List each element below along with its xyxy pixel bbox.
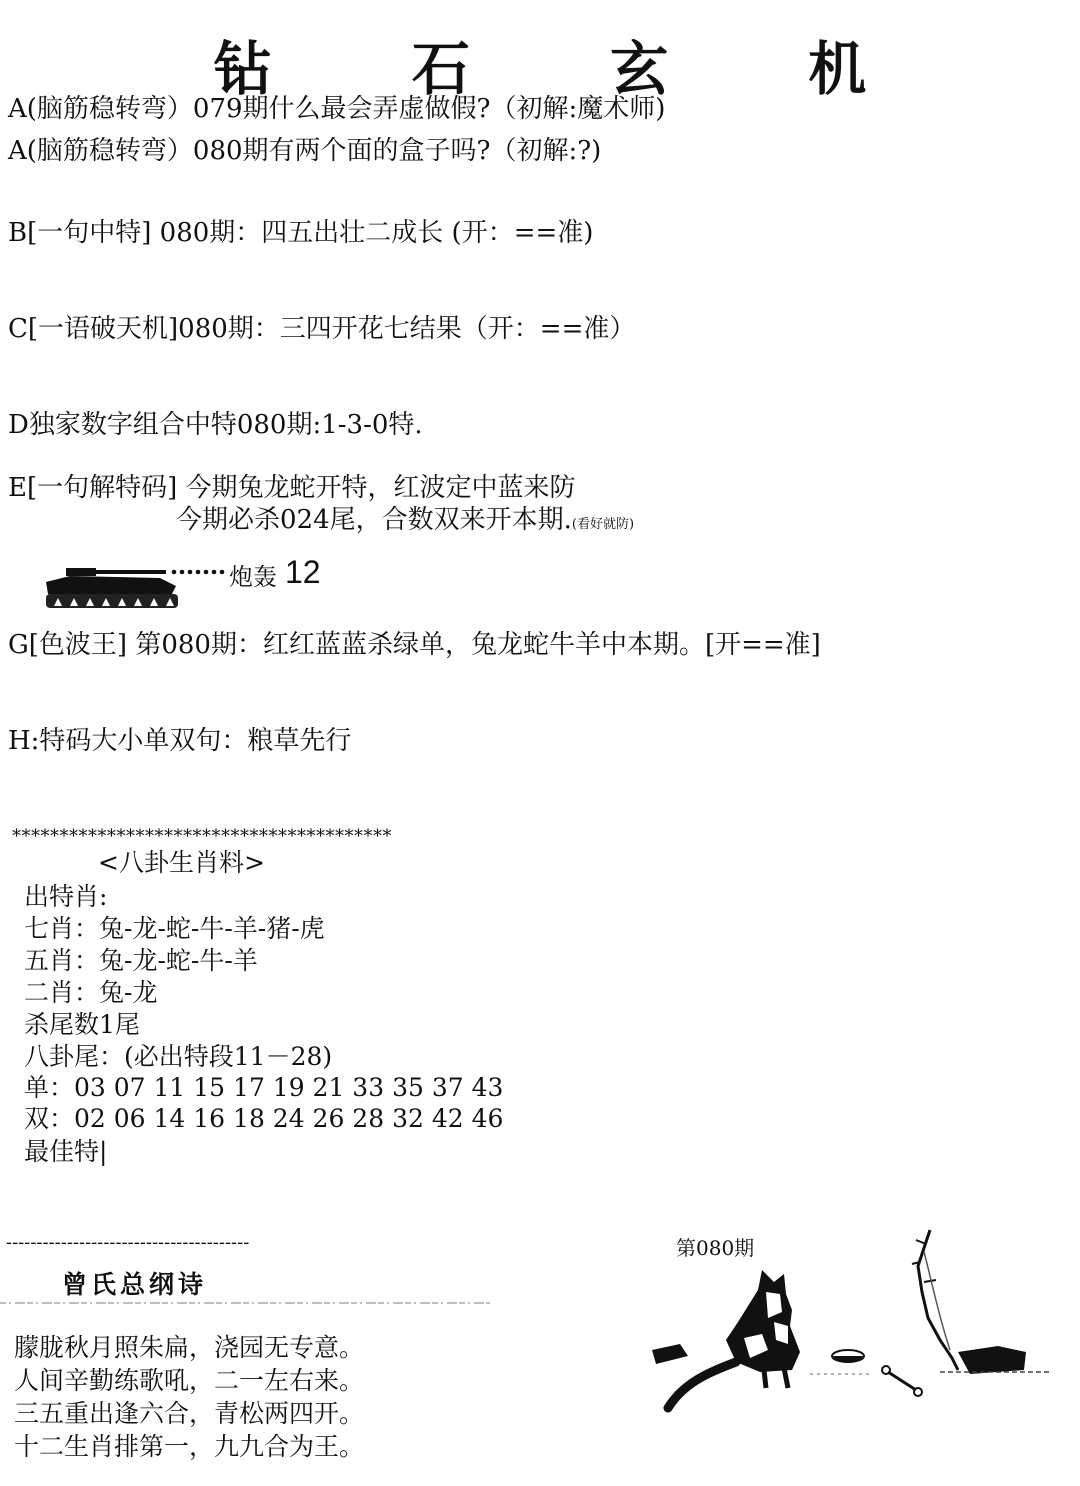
- poem-line: 朦胧秋月照朱扁，浇园无专意。: [14, 1333, 365, 1362]
- issue-label: 第080期: [676, 1236, 755, 1260]
- bagua-row: 二肖：兔-龙: [24, 978, 158, 1007]
- bagua-row: 出特肖:: [24, 882, 108, 911]
- bagua-title: <八卦生肖料>: [98, 848, 265, 877]
- poem-line: 十二生肖排第一，九九合为王。: [14, 1432, 365, 1461]
- line-b: B[一句中特] 080期：四五出壮二成长 (开：==准): [8, 218, 594, 248]
- bagua-row: 双：02 06 14 16 18 24 26 28 32 42 46: [24, 1104, 504, 1133]
- line-e1: E[一句解特码] 今期兔龙蛇开特，红波定中蓝来防: [8, 473, 576, 503]
- bagua-row: 七肖：兔-龙-蛇-牛-羊-猪-虎: [24, 914, 325, 943]
- riddle-a-079: A(脑筋稳转弯）079期什么最会弄虚做假?（初解:魔术师): [8, 94, 666, 124]
- poem-title: 曾氏总纲诗: [62, 1270, 208, 1299]
- bagua-row: 八卦尾：(必出特段11－28): [24, 1042, 333, 1071]
- line-h: H:特码大小单双句：粮草先行: [8, 726, 352, 756]
- line-d: D独家数字组合中特080期:1-3-0特.: [8, 410, 423, 440]
- line-e2-note: (看好就防): [571, 517, 635, 532]
- poem-line: 人间辛勤练歌吼，二一左右来。: [14, 1366, 365, 1395]
- bagua-row: 单：03 07 11 15 17 19 21 33 35 37 43: [24, 1073, 504, 1102]
- line-e2: [176, 499, 634, 536]
- poem-line: 三五重出逢六合，青松两四开。: [14, 1399, 365, 1428]
- cat-illustration: [640, 1222, 1060, 1422]
- dash-separator: ----------------------------------------: [6, 1232, 250, 1253]
- bagua-row: 最佳特|: [24, 1137, 108, 1166]
- bagua-row: 五肖：兔-龙-蛇-牛-羊: [24, 946, 258, 975]
- star-separator: ****************************************: [12, 826, 392, 847]
- tank-cannon-icon: [40, 560, 230, 612]
- line-e2-text: 今期必杀024尾，合数双来开本期.: [176, 505, 572, 535]
- page-title: 钻 石 玄 机: [213, 35, 927, 103]
- line-g: G[色波王] 第080期：红红蓝蓝杀绿单，兔龙蛇牛羊中本期。[开==准]: [8, 630, 821, 660]
- bagua-row: 杀尾数1尾: [24, 1010, 140, 1039]
- cannon-label: 炮轰: [229, 563, 277, 591]
- scan-noise-divider: [0, 1301, 490, 1305]
- cannon-number: 12: [285, 554, 321, 590]
- riddle-a-080: A(脑筋稳转弯）080期有两个面的盒子吗?（初解:?): [8, 136, 602, 166]
- line-c: C[一语破天机]080期：三四开花七结果（开：==准）: [8, 314, 636, 344]
